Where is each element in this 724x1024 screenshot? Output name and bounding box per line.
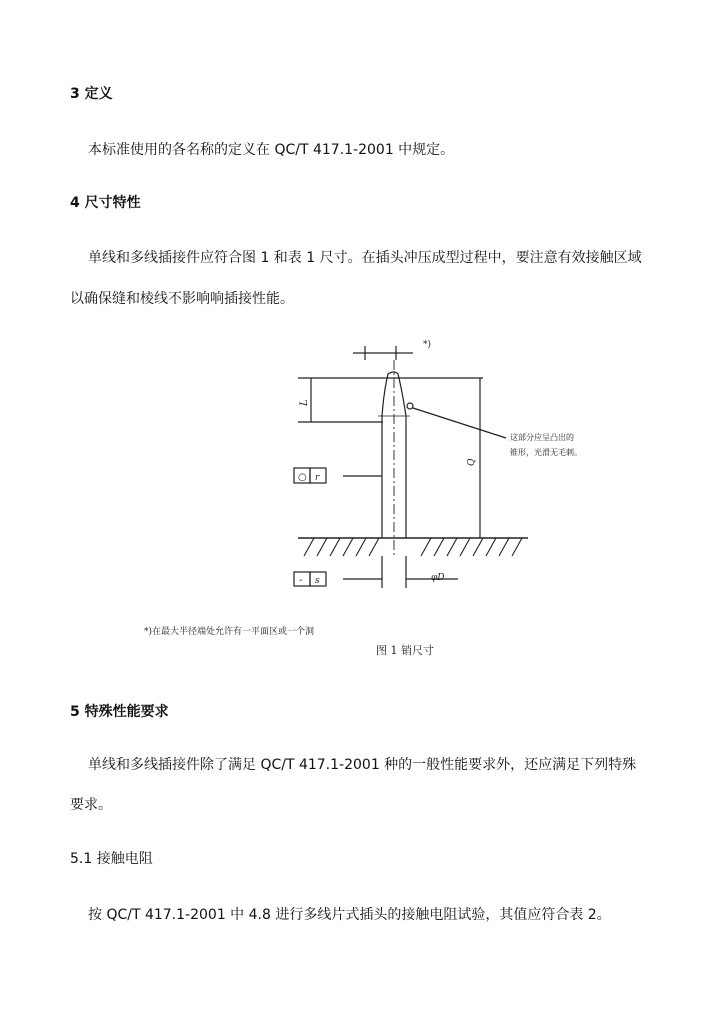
section-5-heading: 5 特殊性能要求 [70,704,169,720]
tolerance-symbol-1: ○ [298,472,307,483]
tolerance-value-2: s [315,576,320,586]
tolerance-value-1: r [315,473,320,483]
figure-labels [138,330,598,670]
diameter-D-label: φD [431,573,445,583]
section-4-paragraph-line1: 单线和多线插接件应符合图 1 和表 1 尺寸。在插头冲压成型过程中，要注意有效接触区域 [88,250,642,266]
section-5-paragraph-line1: 单线和多线插接件除了满足 QC/T 417.1-2001 种的一般性能要求外，还应满足下列特殊 [88,757,637,773]
figure-footnote: *)在最大半径端处允许有一平面区或一个洞 [144,627,315,637]
figure-1-pin-dimensions [138,330,598,670]
section-4-heading: 4 尺寸特性 [70,195,141,211]
section-5-1-paragraph: 按 QC/T 417.1-2001 中 4.8 进行多线片式插头的接触电阻试验，其值应符合表 2。 [88,907,611,923]
section-3-heading: 3 定义 [70,86,113,102]
section-5-1-heading: 5.1 接触电阻 [70,851,153,867]
section-3-paragraph: 本标准使用的各名称的定义在 QC/T 417.1-2001 中规定。 [88,142,455,158]
section-5-paragraph-line2: 要求。 [70,797,112,813]
dimension-Q-label: Q [467,458,477,466]
dimension-L-label: L [299,399,310,406]
section-4-paragraph-line2: 以确保缝和棱线不影响响插接性能。 [70,291,294,307]
figure-caption: 图 1 销尺寸 [376,644,434,657]
callout-text-line2: 锥形，光滑无毛刺。 [510,448,582,457]
annotation-star: *) [423,340,432,350]
tolerance-symbol-2: - [299,575,303,586]
callout-text-line1: 这部分应呈凸出的 [510,433,574,442]
